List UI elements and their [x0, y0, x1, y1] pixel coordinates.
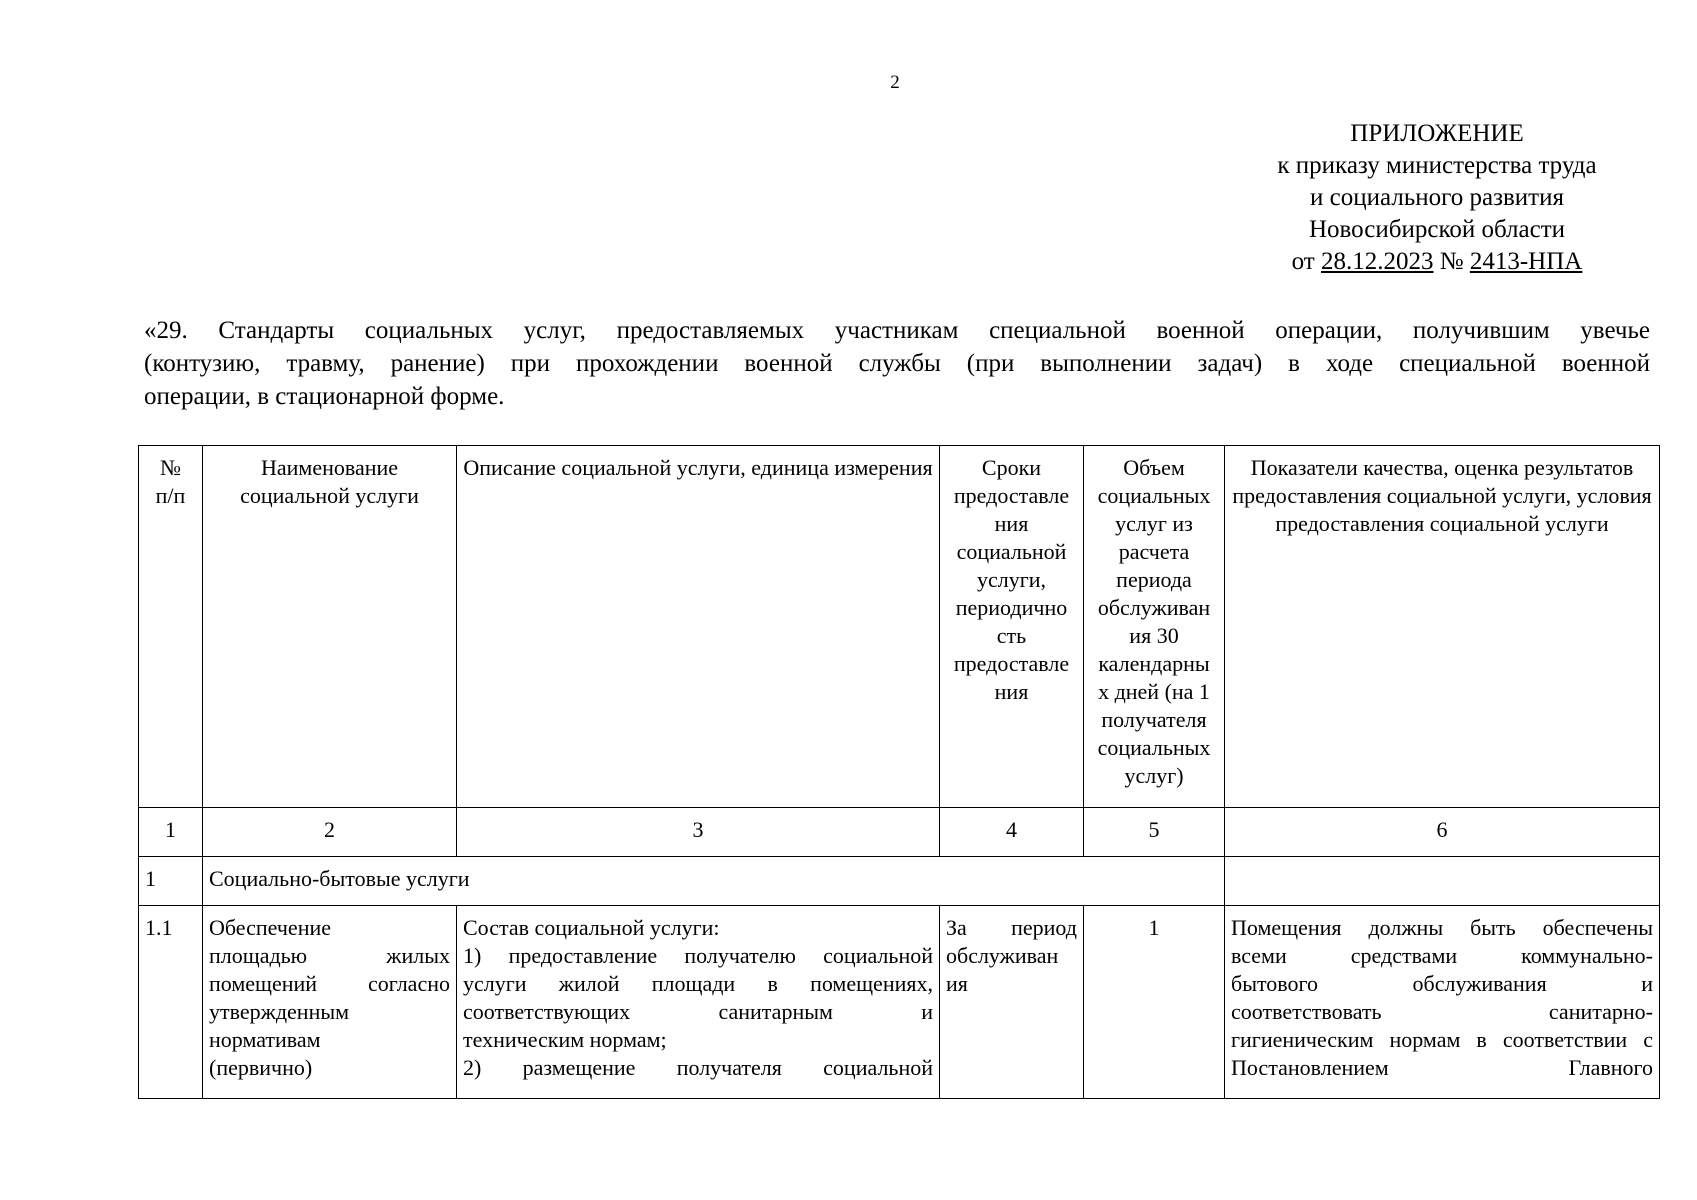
row-name-line: Обеспечение	[209, 915, 331, 940]
row-quality-line: бытового обслуживания и	[1231, 971, 1653, 996]
appendix-order-prefix: от	[1291, 248, 1315, 275]
header-line: х дней (на 1	[1098, 679, 1210, 704]
header-line: периодично	[955, 595, 1068, 620]
header-line: Объем	[1123, 455, 1185, 480]
intro-paragraph	[144, 314, 1650, 413]
row-quality-line: гигиеническим нормам в соответствии с	[1231, 1027, 1653, 1052]
header-cell-description: Описание социальной услуги, единица измерения	[457, 446, 940, 808]
row-description-line: 1) предоставление получателю социальной	[463, 943, 933, 968]
appendix-line-2: и социального развития	[1310, 184, 1564, 211]
intro-line-1: «29. Стандарты социальных услуг, предоставляемых участникам специальной военной операции, получившим увечье	[144, 317, 1650, 344]
section-row	[139, 857, 1660, 906]
column-number: 6	[1225, 808, 1660, 857]
column-number: 4	[940, 808, 1084, 857]
row-terms	[940, 906, 1084, 1099]
row-name-line: (первично)	[209, 1055, 313, 1080]
header-line: периода	[1116, 567, 1192, 592]
row-terms-line: ия	[946, 971, 968, 996]
header-line: Сроки	[981, 455, 1042, 480]
header-line: социальных	[1097, 735, 1211, 760]
column-number: 2	[203, 808, 457, 857]
column-number: 5	[1084, 808, 1225, 857]
column-number: 3	[457, 808, 940, 857]
appendix-order-ref	[1202, 246, 1672, 278]
standards-table	[138, 445, 1660, 1099]
page-number: 2	[890, 72, 900, 93]
header-cell-terms	[940, 446, 1084, 808]
row-name-line: площадью жилых	[209, 943, 450, 968]
section-title: Социально-бытовые услуги	[203, 857, 1225, 906]
table-header-row	[139, 446, 1660, 808]
row-description-line: 2) размещение получателя социальной	[463, 1055, 933, 1080]
header-cell-volume	[1084, 446, 1225, 808]
row-quality-line: Постановлением Главного	[1231, 1055, 1653, 1080]
row-number: 1.1	[139, 906, 203, 1099]
appendix-title: ПРИЛОЖЕНИЕ	[1350, 120, 1524, 147]
row-quality-line: Помещения должны быть обеспечены	[1231, 915, 1653, 940]
row-name-line: утвержденным	[209, 999, 350, 1024]
header-line: предоставле	[953, 651, 1070, 676]
appendix-block	[1202, 118, 1672, 278]
row-description-line: соответствующих санитарным и	[463, 999, 933, 1024]
header-cell-name: Наименование социальной услуги	[203, 446, 457, 808]
header-line: социальных	[1097, 483, 1211, 508]
header-line: социальной	[956, 539, 1067, 564]
header-line: предоставле	[953, 483, 1070, 508]
header-line: услуги,	[976, 567, 1047, 592]
header-line: обслуживан	[1097, 595, 1211, 620]
appendix-order-number-sign: №	[1439, 248, 1464, 275]
header-line: п/п	[155, 483, 186, 508]
row-quality-line: всеми средствами коммунально-	[1231, 943, 1653, 968]
header-line: №	[160, 455, 181, 480]
section-number: 1	[139, 857, 203, 906]
header-line: ия 30	[1129, 623, 1179, 648]
row-description	[457, 906, 940, 1099]
header-line: услуг)	[1124, 763, 1184, 788]
header-line: услуг из	[1115, 511, 1193, 536]
header-line: расчета	[1118, 539, 1190, 564]
intro-line-3: операции, в стационарной форме.	[144, 383, 505, 410]
appendix-order-date: 28.12.2023	[1321, 248, 1434, 275]
row-name-line: нормативам	[209, 1027, 321, 1052]
row-name-line: помещений согласно	[209, 971, 450, 996]
header-cell-number	[139, 446, 203, 808]
header-line: сть	[996, 623, 1027, 648]
section-empty-cell	[1225, 857, 1660, 906]
appendix-line-1: к приказу министерства труда	[1277, 152, 1597, 179]
row-description-line: услуги жилой площади в помещениях,	[463, 971, 933, 996]
row-terms-line: обслуживан	[946, 943, 1059, 968]
row-name	[203, 906, 457, 1099]
intro-line-2: (контузию, травму, ранение) при прохождении военной службы (при выполнении задач) в ходе специальной военной	[144, 350, 1650, 377]
header-line: календарны	[1098, 651, 1210, 676]
row-quality-line: соответствовать санитарно-	[1231, 999, 1653, 1024]
appendix-line-3: Новосибирской области	[1308, 216, 1566, 243]
row-quality	[1225, 906, 1660, 1099]
header-line: ния	[994, 511, 1029, 536]
row-description-line: Состав социальной услуги:	[463, 915, 720, 940]
row-terms-line: За период	[946, 915, 1077, 940]
column-numbers-row	[139, 808, 1660, 857]
header-line: получателя	[1101, 707, 1207, 732]
appendix-order-number: 2413-НПА	[1469, 248, 1583, 275]
row-description-line: техническим нормам;	[463, 1027, 667, 1052]
table-row	[139, 906, 1660, 1099]
header-line: ния	[994, 679, 1029, 704]
column-number: 1	[139, 808, 203, 857]
header-cell-quality: Показатели качества, оценка результатов предоставления социальной услуги, условия предоставления социальной услуги	[1225, 446, 1660, 808]
row-volume: 1	[1084, 906, 1225, 1099]
